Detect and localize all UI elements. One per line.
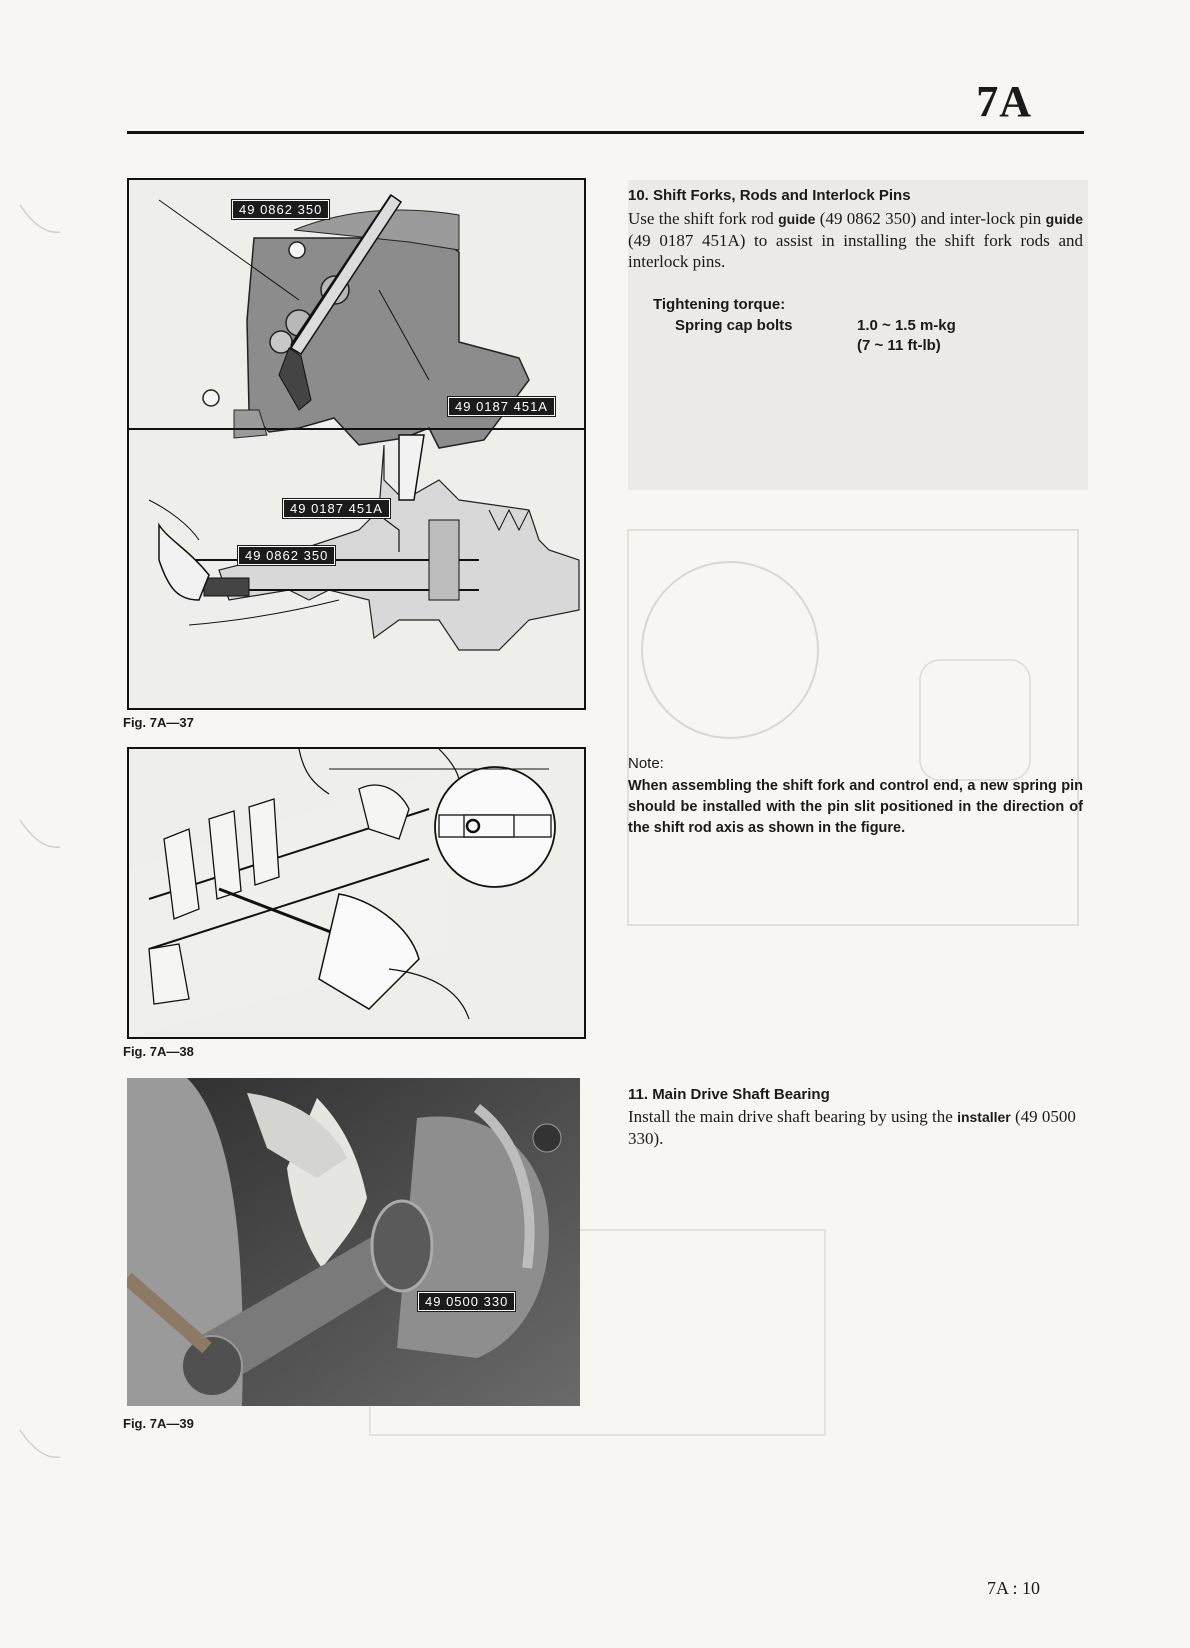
figure-caption-7a-38: Fig. 7A—38 <box>123 1044 194 1059</box>
section-10-title: 10. Shift Forks, Rods and Interlock Pins <box>628 187 911 204</box>
figure-7a-37-illustration <box>129 180 584 708</box>
figure-7a-38-illustration <box>129 749 584 1037</box>
gear-assembly-drawing <box>149 435 579 650</box>
tool-label-49-0500-330: 49 0500 330 <box>418 1292 515 1311</box>
figure-caption-7a-39: Fig. 7A—39 <box>123 1416 194 1431</box>
section-11-title: 11. Main Drive Shaft Bearing <box>628 1086 830 1103</box>
tool-label-49-0862-350: 49 0862 350 <box>232 200 329 219</box>
figure-7a-37 <box>127 178 586 710</box>
torque-value-imperial: (7 ~ 11 ft-lb) <box>857 337 941 354</box>
section-tag: 7A <box>976 77 1032 126</box>
section-11-body: Install the main drive shaft bearing by using the installer (49 0500 330). <box>628 1107 1076 1148</box>
note-text: When assembling the shift fork and control end, a new spring pin should be installed with the pin slit positioned in the direction of the shift rod axis as shown in the figure. <box>628 778 1083 836</box>
section-10-body: Use the shift fork rod guide (49 0862 350) and inter-lock pin guide (49 0187 451A) to assist in installing the shift fork rods and interlock pins. <box>628 209 1083 271</box>
note-heading: Note: <box>628 755 664 772</box>
page-number: 7A : 10 <box>986 1578 1040 1598</box>
figure-7a-39-photo <box>127 1078 580 1406</box>
figure-caption-7a-37: Fig. 7A—37 <box>123 715 194 730</box>
torque-item: Spring cap bolts <box>675 317 793 334</box>
tool-label-49-0187-451a: 49 0187 451A <box>448 397 555 416</box>
figure-7a-38 <box>127 747 586 1039</box>
torque-value-metric: 1.0 ~ 1.5 m-kg <box>857 317 956 334</box>
figure-7a-39 <box>127 1078 580 1406</box>
tool-label-49-0862-350-lower: 49 0862 350 <box>238 546 335 565</box>
torque-heading: Tightening torque: <box>653 296 786 313</box>
tool-label-49-0187-451a-lower: 49 0187 451A <box>283 499 390 518</box>
